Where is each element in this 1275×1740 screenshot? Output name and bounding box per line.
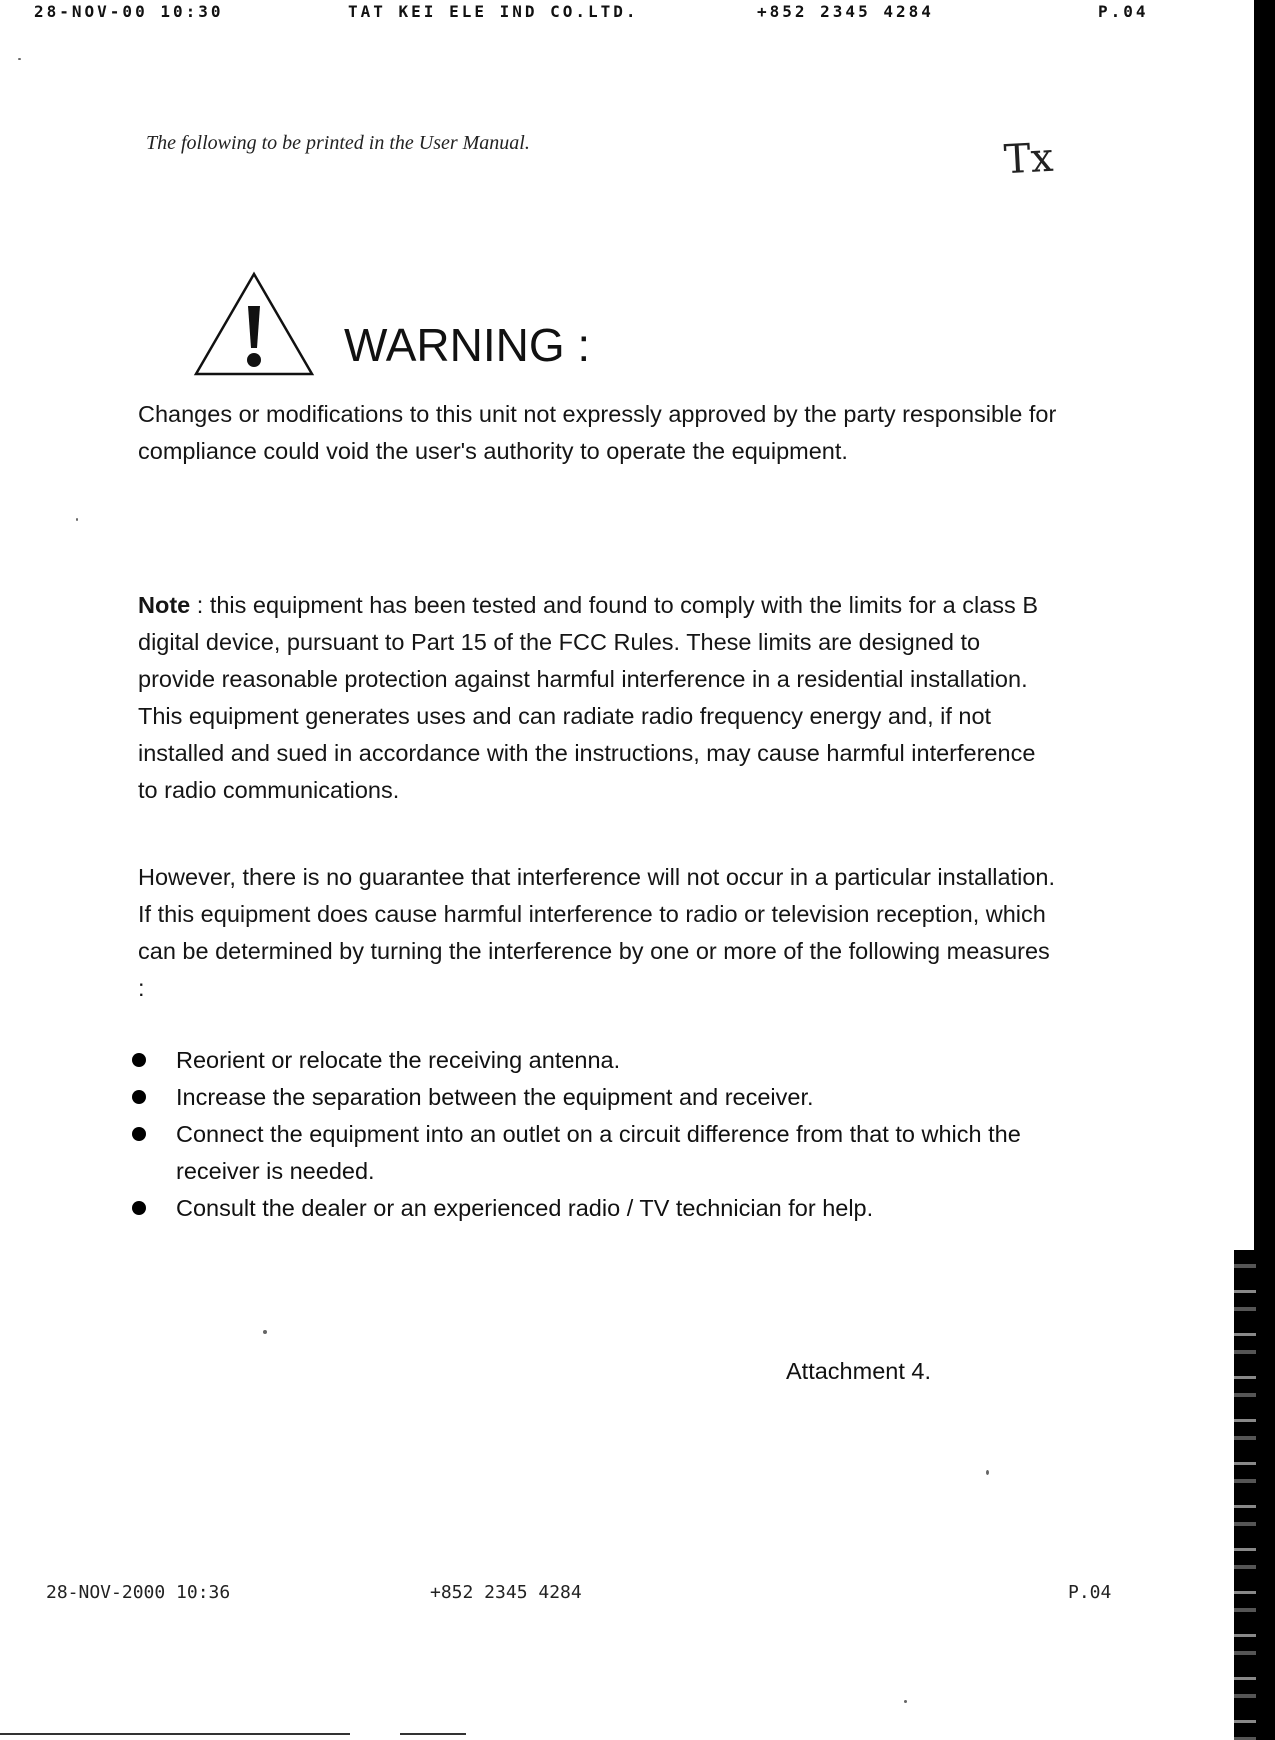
scan-speck [18, 58, 21, 60]
list-item: Reorient or relocate the receiving antenna. [128, 1042, 1048, 1079]
scan-speck [904, 1700, 907, 1703]
scan-edge-bar [1254, 0, 1275, 1740]
bottom-rule-short [400, 1733, 466, 1735]
bullet-icon [132, 1090, 146, 1104]
intro-line: The following to be printed in the User Manual. [146, 132, 530, 154]
measures-list [128, 1042, 1048, 1227]
note-label: Note [138, 592, 191, 618]
fax-footer [0, 1582, 1200, 1608]
bottom-rule [0, 1733, 350, 1735]
list-item: Connect the equipment into an outlet on a circuit difference from that to which the receiver is needed. [128, 1116, 1048, 1190]
attachment-label: Attachment 4. [786, 1358, 931, 1384]
however-paragraph: However, there is no guarantee that interference will not occur in a particular installation. If this equipment does cause harmful interference to radio or television reception, which can be determined by turning the interference by one or more of the following measures : [138, 864, 1055, 1001]
fax-header [0, 2, 1160, 26]
scan-speck [986, 1470, 989, 1475]
fax-footer-datetime: 28-NOV-2000 10:36 [46, 1582, 231, 1603]
handwritten-mark: Tx [1002, 134, 1055, 184]
fax-footer-page: P.04 [1068, 1582, 1112, 1603]
scan-speck [263, 1330, 267, 1334]
bullet-icon [132, 1201, 146, 1215]
list-item: Consult the dealer or an experienced radio / TV technician for help. [128, 1190, 1048, 1227]
fax-header-sender: TAT KEI ELE IND CO.LTD. [348, 2, 639, 21]
fax-header-page: P.04 [1098, 2, 1149, 21]
list-item: Increase the separation between the equipment and receiver. [128, 1079, 1048, 1116]
note-paragraph [138, 587, 1058, 809]
fax-header-phone: +852 2345 4284 [757, 2, 934, 21]
scan-edge-ragged [1234, 1250, 1256, 1740]
note-text: : this equipment has been tested and found to comply with the limits for a class B digital device, pursuant to Part 15 of the FCC Rules. These limits are designed to provide reasonable protection against harmful interference in a residential installation. This equipment generates uses and can radiate radio frequency energy and, if not installed and sued in accordance with the instructions, may cause harmful interference to radio communications. [138, 592, 1038, 803]
bullet-icon [132, 1127, 146, 1141]
warning-triangle-icon [192, 270, 316, 378]
warning-text: Changes or modifications to this unit not expressly approved by the party responsible for compliance could void the user's authority to operate the equipment. [138, 401, 1057, 464]
scan-speck [76, 518, 78, 521]
fax-footer-phone: +852 2345 4284 [430, 1582, 582, 1603]
bullet-icon [132, 1053, 146, 1067]
warning-title: WARNING : [344, 319, 591, 371]
fax-header-datetime: 28-NOV-00 10:30 [34, 2, 224, 21]
